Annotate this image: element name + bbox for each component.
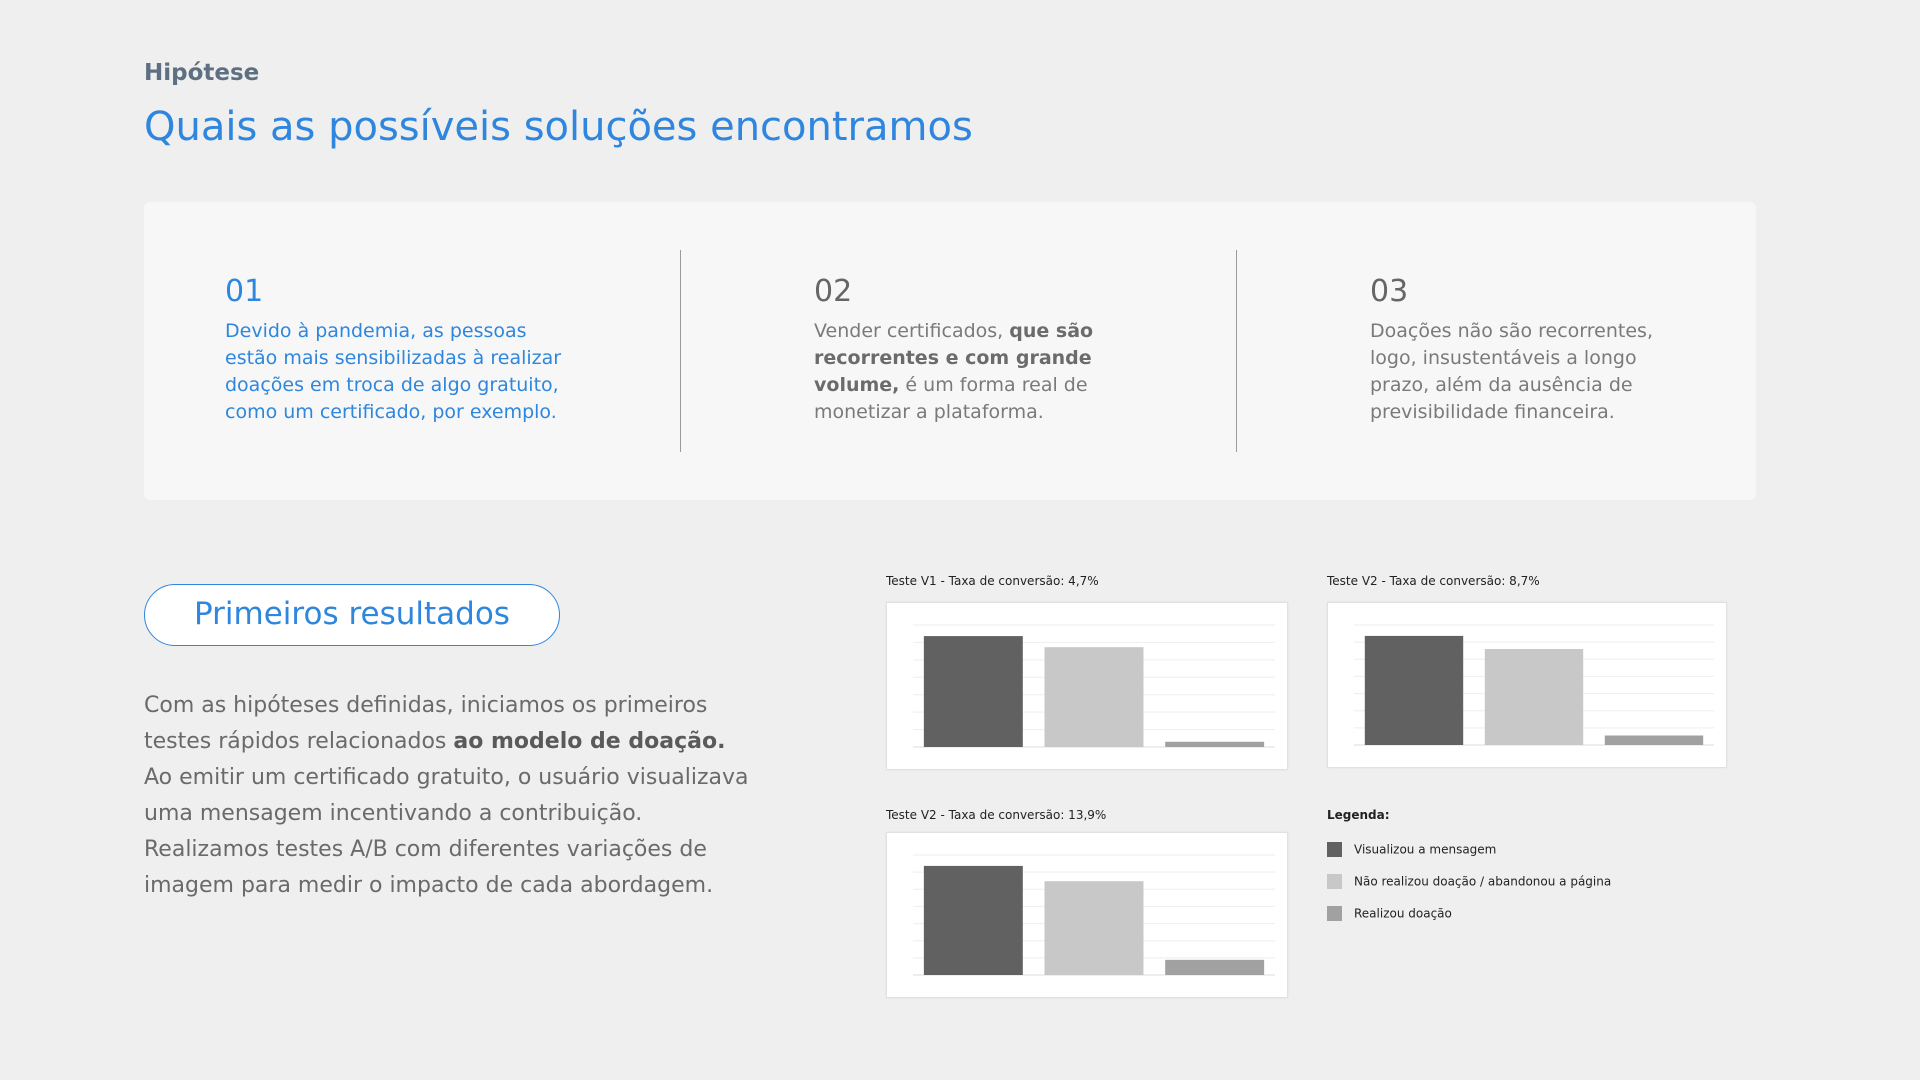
legend-item	[1327, 906, 1452, 922]
bar	[924, 866, 1023, 975]
card-text: Devido à pandemia, as pessoas estão mais sensibilizadas à realizar doações em troca de algo gratuito, como um certificado, por exemplo.	[225, 320, 562, 423]
results-text-post: Ao emitir um certificado gratuito, o usuário visualizava uma mensagem incentivando a contribuição. Realizamos testes A/B com diferentes variações de imagem para medir o impacto de cada abordagem.	[144, 765, 749, 898]
chart-title: Teste V2 - Taxa de conversão: 13,9%	[886, 808, 1107, 822]
card-text: Doações não são recorrentes, logo, insustentáveis a longo prazo, além da ausência de previsibilidade financeira.	[1370, 320, 1653, 423]
divider	[1236, 250, 1237, 452]
bar	[1165, 960, 1264, 975]
hypothesis-card-2	[814, 272, 1144, 426]
legend-label: Visualizou a mensagem	[1354, 842, 1497, 857]
legend-swatch	[1327, 874, 1342, 889]
card-text-pre: Vender certificados,	[814, 320, 1010, 342]
chart-panel-2	[1327, 602, 1727, 768]
chart-panel-3	[886, 832, 1288, 998]
bar-chart	[887, 603, 1287, 769]
legend-label: Não realizou doação / abandonou a página	[1354, 874, 1612, 889]
legend-title: Legenda:	[1327, 808, 1390, 822]
hypotheses-panel	[144, 202, 1756, 500]
results-text-pre: Com as hipóteses definidas, iniciamos os primeiros testes rápidos relacionados	[144, 693, 708, 754]
bar-chart	[1328, 603, 1726, 767]
divider	[680, 250, 681, 452]
eyebrow-label: Hipótese	[144, 60, 260, 86]
bar	[1165, 742, 1264, 747]
bar	[1045, 647, 1144, 747]
card-text-bold: que são recorrentes e com grande volume,	[814, 320, 1094, 396]
bar	[1365, 636, 1463, 745]
hypothesis-card-3	[1370, 272, 1690, 426]
page-title: Quais as possíveis soluções encontramos	[144, 104, 973, 150]
bar	[1045, 881, 1144, 975]
results-description	[144, 688, 754, 904]
bar	[924, 636, 1023, 747]
legend-label: Realizou doação	[1354, 906, 1452, 921]
results-text-bold: ao modelo de doação.	[453, 729, 726, 754]
legend-swatch	[1327, 842, 1342, 857]
legend-item	[1327, 874, 1611, 890]
bar-chart	[887, 833, 1287, 997]
card-number: 02	[814, 274, 853, 309]
results-pill: Primeiros resultados	[144, 584, 560, 646]
bar	[1605, 736, 1703, 745]
card-number: 01	[225, 274, 264, 309]
card-text-post: é um forma real de monetizar a plataforma.	[814, 374, 1088, 423]
chart-title: Teste V1 - Taxa de conversão: 4,7%	[886, 574, 1099, 588]
card-text	[814, 318, 1144, 426]
legend-swatch	[1327, 906, 1342, 921]
bar	[1485, 649, 1583, 745]
legend-item	[1327, 842, 1496, 858]
card-number: 03	[1370, 274, 1409, 309]
chart-title: Teste V2 - Taxa de conversão: 8,7%	[1327, 574, 1540, 588]
chart-panel-1	[886, 602, 1288, 770]
hypothesis-card-1	[225, 272, 565, 426]
